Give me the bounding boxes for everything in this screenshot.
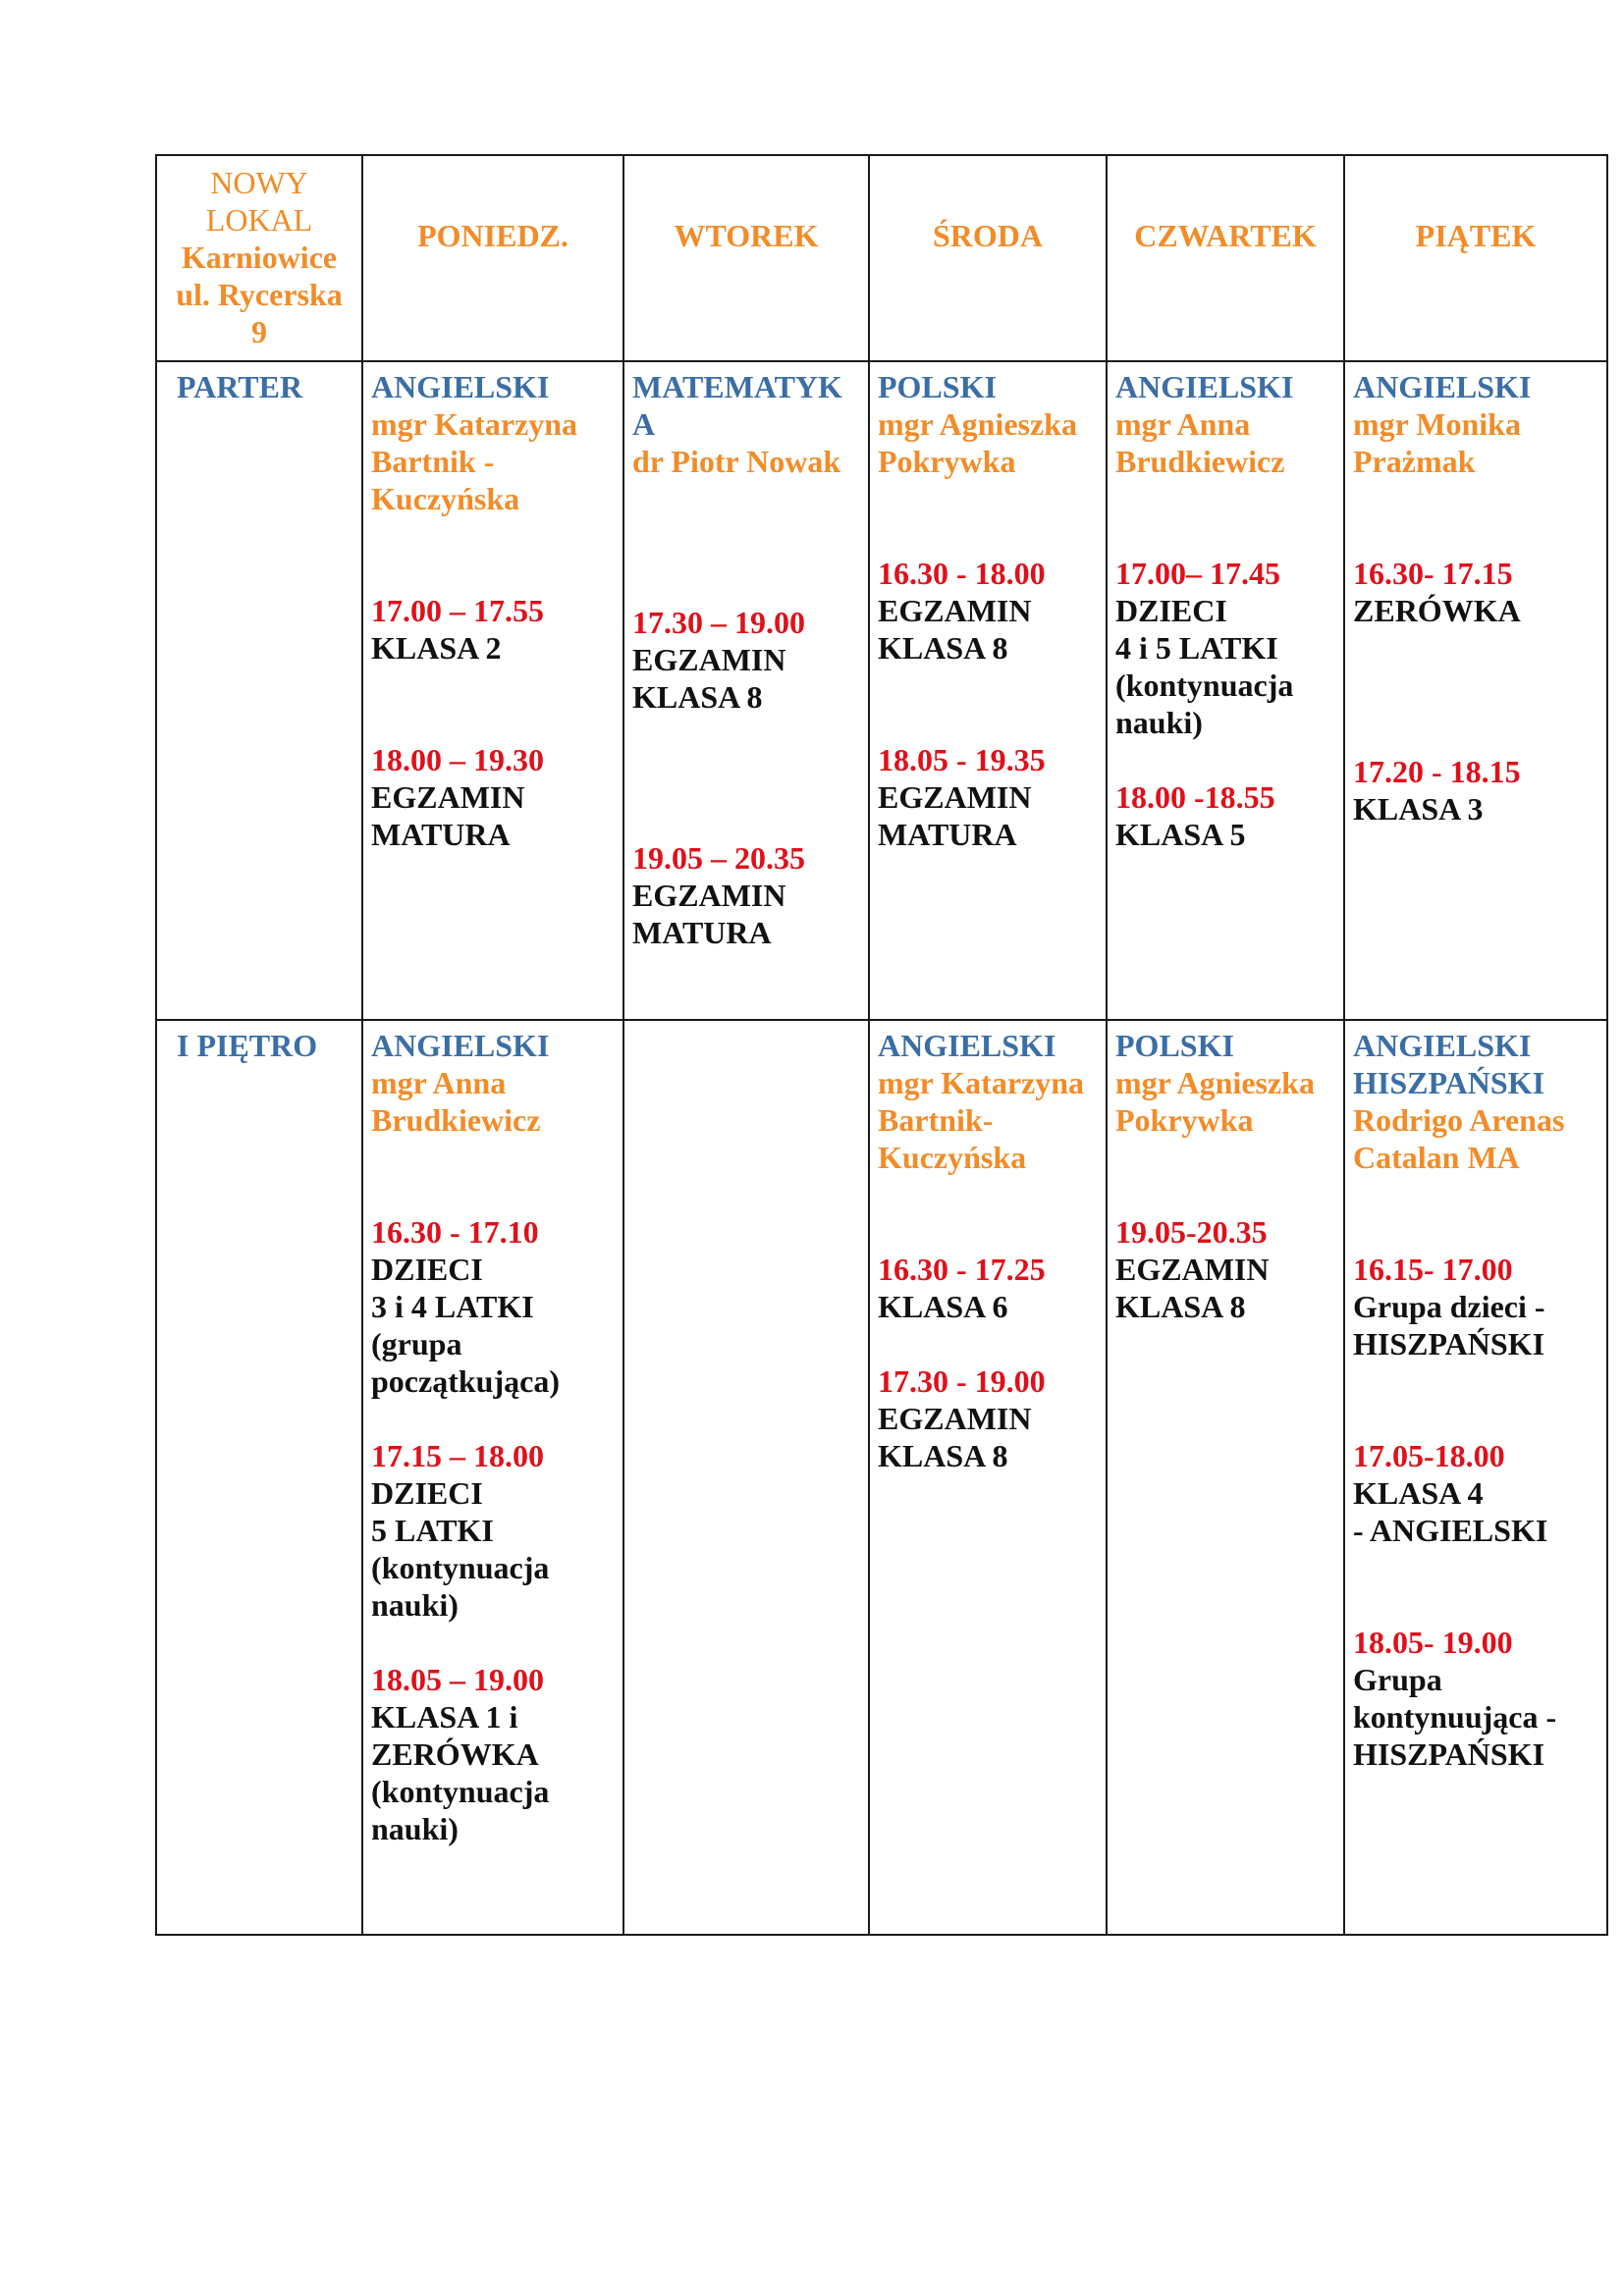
lesson-time: 16.30 - 18.00 [878,556,1046,591]
lesson-group: ZERÓWKA [1353,593,1521,628]
subject-label: A [632,406,656,442]
lesson-time: 17.20 - 18.15 [1353,754,1521,789]
lesson-group: 4 i 5 LATKI [1115,630,1278,666]
teacher-name: Brudkiewicz [371,1102,541,1138]
lesson-group: (kontynuacja [1115,667,1294,703]
lesson-group: HISZPAŃSKI [1353,1326,1545,1362]
lesson-time: 18.05 - 19.35 [878,742,1046,777]
lesson-group: nauki) [371,1811,459,1846]
lesson-group: HISZPAŃSKI [1353,1736,1545,1772]
day-header-friday [1344,155,1607,361]
lesson-group: nauki) [371,1587,459,1623]
day-header-tuesday [623,155,869,361]
day-label: PIĄTEK [1415,218,1537,253]
teacher-name: mgr Anna [371,1065,507,1100]
location-line: 9 [251,314,267,349]
subject-label: ANGIELSKI [371,369,550,404]
location-line: ul. Rycerska [176,277,343,312]
teacher-name: mgr Agnieszka [1115,1065,1315,1100]
lesson-time: 16.30- 17.15 [1353,556,1513,591]
lesson-cell [623,361,869,1020]
lesson-group: DZIECI [371,1475,483,1511]
subject-label: POLSKI [1115,1028,1234,1063]
lesson-group: EGZAMIN [632,642,786,677]
day-header-thursday [1107,155,1344,361]
lesson-group: początkująca) [371,1363,560,1399]
teacher-name: Bartnik- [878,1102,994,1138]
location-cell [156,155,362,361]
subject-label: MATEMATYK [632,369,842,404]
lesson-cell [1344,361,1607,1020]
day-label: ŚRODA [932,218,1043,253]
lesson-group: MATURA [371,817,511,852]
lesson-group: (kontynuacja [371,1550,550,1585]
teacher-name: mgr Monika [1353,406,1521,442]
lesson-group: (grupa [371,1326,462,1362]
lesson-group: KLASA 4 [1353,1475,1484,1511]
floor-row-parter [156,361,1607,1020]
lesson-group: EGZAMIN [632,878,786,913]
floor-label: I PIĘTRO [156,1020,362,1935]
header-row [156,155,1607,361]
teacher-name: Catalan MA [1353,1140,1520,1175]
lesson-group: EGZAMIN [1115,1252,1270,1287]
lesson-cell [623,1020,869,1935]
lesson-time: 17.00 – 17.55 [371,593,544,628]
day-label: WTOREK [674,218,819,253]
lesson-group: DZIECI [371,1252,483,1287]
lesson-group: (kontynuacja [371,1774,550,1809]
lesson-group: KLASA 8 [1115,1289,1246,1324]
lesson-cell [869,361,1107,1020]
location-line: NOWY [210,165,308,200]
subject-label: POLSKI [878,369,997,404]
teacher-name: Brudkiewicz [1115,444,1285,479]
teacher-name: mgr Katarzyna [371,406,578,442]
lesson-cell [362,361,623,1020]
day-label: PONIEDZ. [417,218,568,253]
day-header-wednesday [869,155,1107,361]
lesson-group: KLASA 8 [878,630,1008,666]
subject-label: ANGIELSKI [371,1028,550,1063]
lesson-group: 5 LATKI [371,1513,494,1548]
teacher-name: Bartnik - [371,444,495,479]
teacher-name: Rodrigo Arenas [1353,1102,1565,1138]
subject-label: ANGIELSKI [1353,1028,1532,1063]
lesson-group: KLASA 3 [1353,791,1484,827]
lesson-group: - ANGIELSKI [1353,1513,1548,1548]
day-header-monday [362,155,623,361]
lesson-time: 17.30 - 19.00 [878,1363,1046,1399]
lesson-cell [869,1020,1107,1935]
lesson-time: 18.05 – 19.00 [371,1662,544,1697]
lesson-cell [1107,1020,1344,1935]
lesson-time: 17.15 – 18.00 [371,1438,544,1473]
lesson-group: KLASA 6 [878,1289,1008,1324]
lesson-time: 17.30 – 19.00 [632,605,805,640]
teacher-name: Prażmak [1353,444,1476,479]
floor-row-first [156,1020,1607,1935]
lesson-cell [1344,1020,1607,1935]
lesson-time: 18.00 -18.55 [1115,779,1275,815]
teacher-name: Kuczyńska [878,1140,1027,1175]
lesson-group: KLASA 5 [1115,817,1246,852]
day-label: CZWARTEK [1134,218,1317,253]
lesson-time: 16.30 - 17.10 [371,1214,539,1250]
lesson-group: kontynuująca - [1353,1699,1557,1735]
lesson-time: 19.05-20.35 [1115,1214,1268,1250]
lesson-group: KLASA 2 [371,630,502,666]
lesson-group: EGZAMIN [878,1401,1032,1436]
lesson-group: EGZAMIN [878,779,1032,815]
lesson-time: 18.05- 19.00 [1353,1625,1513,1660]
lesson-group: nauki) [1115,705,1203,740]
floor-label: PARTER [156,361,362,1020]
lesson-time: 16.30 - 17.25 [878,1252,1046,1287]
location-line: Karniowice [181,240,338,275]
lesson-time: 16.15- 17.00 [1353,1252,1513,1287]
lesson-time: 17.05-18.00 [1353,1438,1505,1473]
lesson-group: MATURA [632,915,772,950]
lesson-group: KLASA 8 [632,679,763,715]
lesson-group: KLASA 8 [878,1438,1008,1473]
location-line: LOKAL [205,202,313,238]
subject-label: ANGIELSKI [878,1028,1056,1063]
lesson-time: 17.00– 17.45 [1115,556,1280,591]
teacher-name: Pokrywka [1115,1102,1254,1138]
lesson-group: Grupa dzieci - [1353,1289,1545,1324]
lesson-cell [1107,361,1344,1020]
subject-label: ANGIELSKI [1115,369,1294,404]
teacher-name: Kuczyńska [371,481,520,516]
lesson-time: 18.00 – 19.30 [371,742,544,777]
teacher-name: dr Piotr Nowak [632,444,841,479]
lesson-group: KLASA 1 i [371,1699,518,1735]
lesson-time: 19.05 – 20.35 [632,840,805,876]
teacher-name: mgr Agnieszka [878,406,1077,442]
teacher-name: mgr Katarzyna [878,1065,1085,1100]
teacher-name: mgr Anna [1115,406,1251,442]
lesson-group: MATURA [878,817,1017,852]
subject-label: HISZPAŃSKI [1353,1065,1545,1100]
lesson-group: EGZAMIN [878,593,1032,628]
lesson-group: EGZAMIN [371,779,525,815]
lesson-group: DZIECI [1115,593,1227,628]
lesson-group: 3 i 4 LATKI [371,1289,534,1324]
lesson-cell [362,1020,623,1935]
subject-label: ANGIELSKI [1353,369,1532,404]
lesson-group: ZERÓWKA [371,1736,539,1772]
schedule-table [155,154,1608,1936]
lesson-group: Grupa [1353,1662,1442,1697]
teacher-name: Pokrywka [878,444,1016,479]
